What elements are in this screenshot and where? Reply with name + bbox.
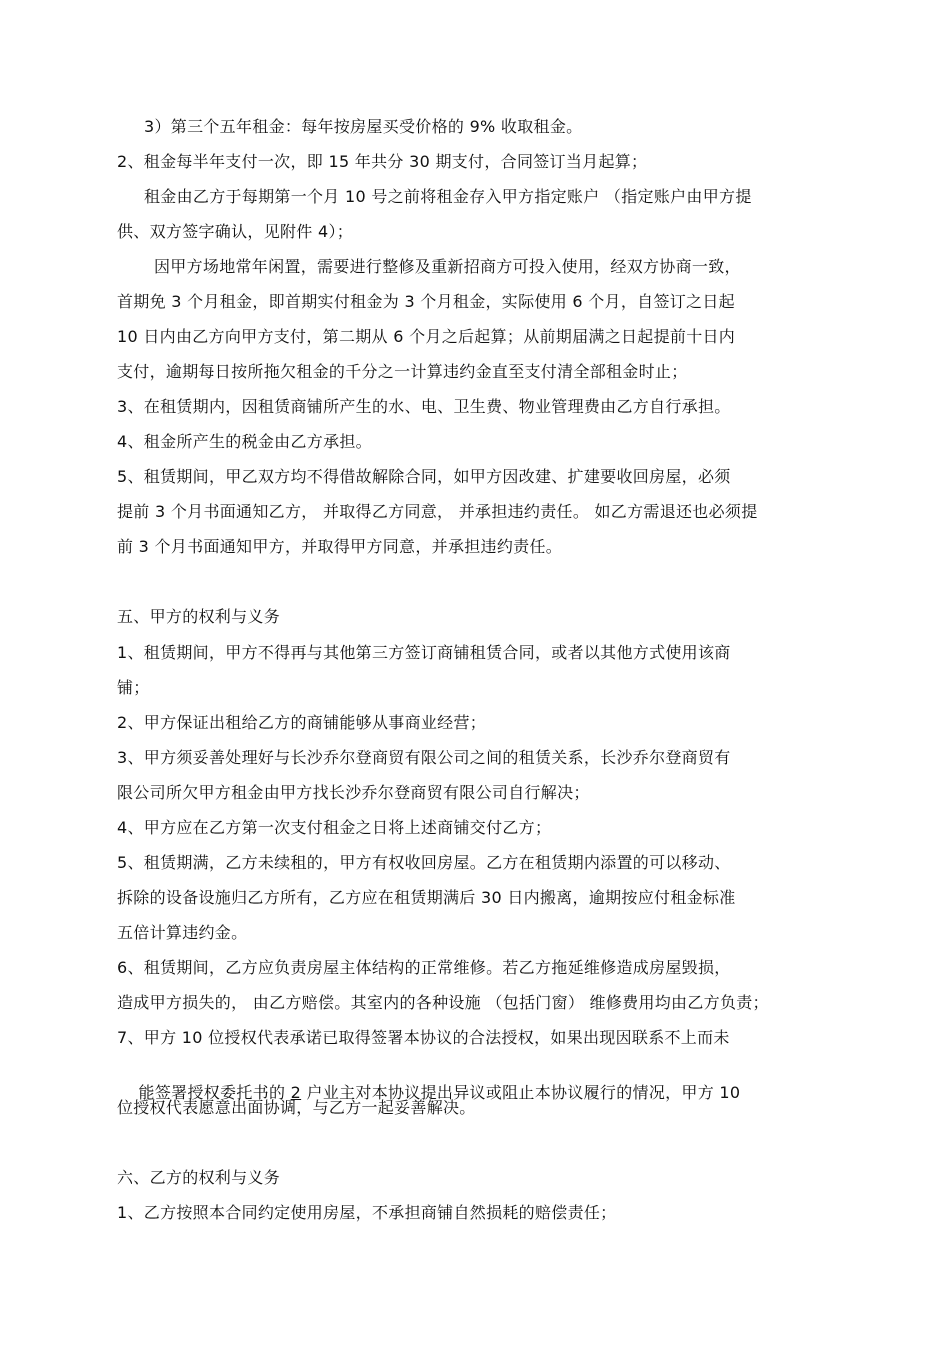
- section-heading: 六、乙方的权利与义务: [117, 1168, 281, 1187]
- text-line: 造成甲方损失的， 由乙方赔偿。其室内的各种设施 （包括门窗） 维修费用均由乙方负责；: [117, 993, 769, 1012]
- text-line: 4、租金所产生的税金由乙方承担。: [117, 432, 372, 451]
- text-line: 拆除的设备设施归乙方所有，乙方应在租赁期满后 30 日内搬离，逾期按应付租金标准: [117, 888, 736, 907]
- section-heading: 五、甲方的权利与义务: [117, 607, 281, 626]
- text-line: 2、租金每半年支付一次，即 15 年共分 30 期支付，合同签订当月起算；: [117, 152, 648, 171]
- text-line: 7、甲方 10 位授权代表承诺已取得签署本协议的合法授权，如果出现因联系不上而未: [117, 1028, 730, 1047]
- text-line: 供、双方签字确认，见附件 4）；: [117, 222, 354, 241]
- text-line: 1、租赁期间，甲方不得再与其他第三方签订商铺租赁合同，或者以其他方式使用该商: [117, 643, 731, 662]
- text-line: 1、乙方按照本合同约定使用房屋，不承担商铺自然损耗的赔偿责任；: [117, 1203, 617, 1222]
- text-segment: 户业主对本协议提出异议或阻止本协议履行的情况，甲方 10: [306, 1083, 741, 1102]
- text-line: 首期免 3 个月租金，即首期实付租金为 3 个月租金，实际使用 6 个月，自签订之日起: [117, 292, 735, 311]
- text-line: 5、租赁期间，甲乙双方均不得借故解除合同，如甲方因改建、扩建要收回房屋，必须: [117, 467, 731, 486]
- text-line: 3）第三个五年租金：每年按房屋买受价格的 9% 收取租金。: [144, 117, 583, 136]
- text-line: 前 3 个月书面通知甲方，并取得甲方同意，并承担违约责任。: [117, 537, 563, 556]
- text-line: 五倍计算违约金。: [117, 923, 248, 942]
- text-line: 5、租赁期满，乙方未续租的，甲方有权收回房屋。乙方在租赁期内添置的可以移动、: [117, 853, 731, 872]
- underlined-count: 2: [290, 1083, 302, 1102]
- text-line: 4、甲方应在乙方第一次支付租金之日将上述商铺交付乙方；: [117, 818, 552, 837]
- text-line: 位授权代表愿意出面协调，与乙方一起妥善解决。: [117, 1098, 476, 1117]
- text-line: 2、甲方保证出租给乙方的商铺能够从事商业经营；: [117, 713, 487, 732]
- text-line: 因甲方场地常年闲置，需要进行整修及重新招商方可投入使用，经双方协商一致，: [154, 257, 741, 276]
- text-line: 6、租赁期间，乙方应负责房屋主体结构的正常维修。若乙方拖延维修造成房屋毁损，: [117, 958, 731, 977]
- text-line: 铺；: [117, 678, 150, 697]
- text-line: 10 日内由乙方向甲方支付，第二期从 6 个月之后起算；从前期届满之日起提前十日内: [117, 327, 736, 346]
- text-line: 3、甲方须妥善处理好与长沙乔尔登商贸有限公司之间的租赁关系，长沙乔尔登商贸有: [117, 748, 731, 767]
- text-segment: 能签署授权委托书的: [138, 1083, 286, 1102]
- text-line: 限公司所欠甲方租金由甲方找长沙乔尔登商贸有限公司自行解决；: [117, 783, 590, 802]
- text-line: 支付，逾期每日按所拖欠租金的千分之一计算违约金直至支付清全部租金时止；: [117, 362, 688, 381]
- text-line: 租金由乙方于每期第一个月 10 号之前将租金存入甲方指定账户 （指定账户由甲方提: [144, 187, 752, 206]
- text-line: 提前 3 个月书面通知乙方， 并取得乙方同意， 并承担违约责任。 如乙方需退还也必须提: [117, 502, 758, 521]
- text-line: 3、在租赁期内，因租赁商铺所产生的水、电、卫生费、物业管理费由乙方自行承担。: [117, 397, 731, 416]
